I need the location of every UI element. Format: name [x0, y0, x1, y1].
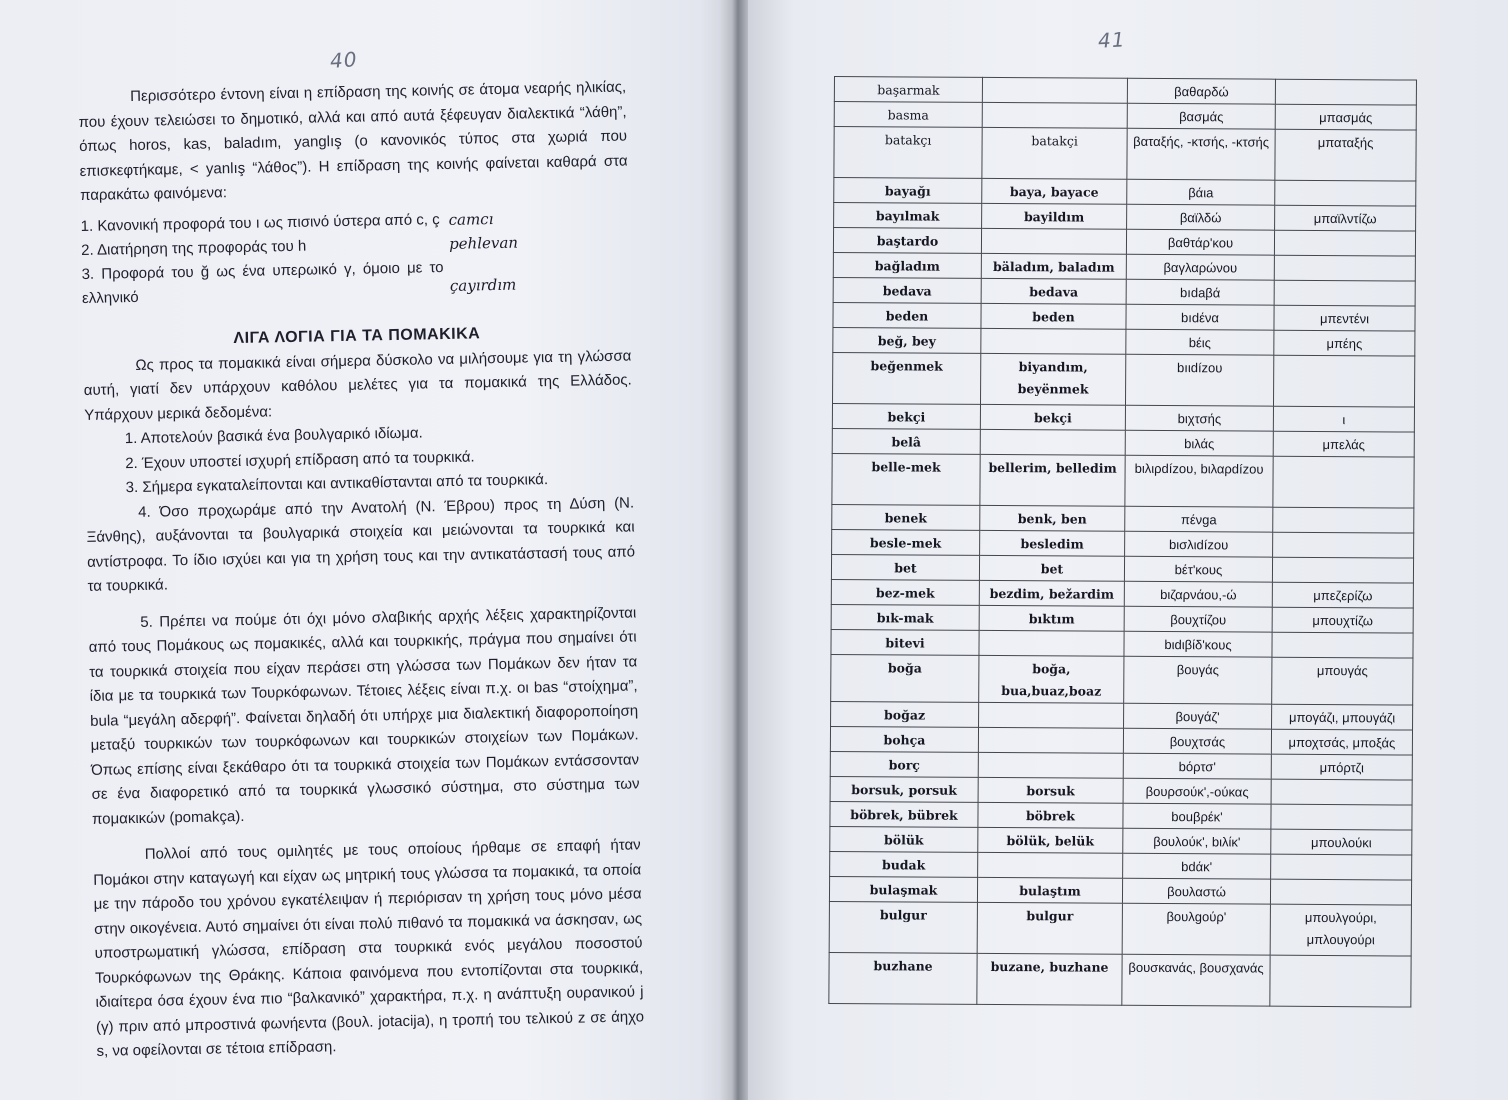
table-row — [830, 726, 1412, 755]
local-form-cell — [980, 429, 1125, 455]
turkish-standard-cell: besle-mek — [832, 529, 980, 555]
greek-transcription-cell: bıdένα — [1126, 304, 1274, 330]
greek-transcription-cell: bέτ'κους — [1124, 556, 1272, 582]
turkish-standard-cell: buzhane — [829, 952, 977, 1004]
greek-loan-cell: μπουλγούρι, μπλουγούρι — [1270, 904, 1411, 956]
greek-loan-cell — [1275, 79, 1416, 105]
greek-transcription-cell: βαταξής, -κτσής, -κτσής — [1127, 128, 1275, 180]
greek-loan-cell: μπελάς — [1273, 431, 1414, 457]
table-row — [834, 178, 1416, 207]
table-row — [833, 277, 1415, 306]
greek-loan-cell: μπαϊλντίζω — [1275, 205, 1416, 231]
table-row — [832, 504, 1414, 533]
turkish-standard-cell: basma — [834, 102, 982, 128]
local-form-cell — [981, 328, 1126, 354]
table-row — [833, 252, 1415, 281]
phenomenon-text: 2. Διατήρηση της προφοράς του h — [80, 237, 307, 259]
greek-loan-cell: μπαταξής — [1275, 129, 1416, 181]
section-heading: ΛΙΓΑ ΛΟΓΙΑ ΓΙΑ ΤΑ ΠΟΜΑΚΙΚΑ — [233, 324, 481, 347]
greek-transcription-cell: bισλιdízου — [1125, 531, 1273, 557]
greek-loan-cell: ι — [1273, 406, 1414, 432]
local-form-cell: bekçi — [980, 404, 1125, 430]
table-row — [834, 127, 1416, 182]
points-list — [85, 417, 634, 501]
turkish-standard-cell: başarmak — [834, 77, 982, 103]
table-row — [829, 876, 1411, 905]
turkish-standard-cell: bet — [831, 554, 979, 580]
turkish-standard-cell: boğaz — [831, 701, 979, 727]
point-item: 3. Σήμερα εγκαταλείπονται και αντικαθίστανται από τα τουρκικά. — [125, 471, 549, 497]
local-form-cell — [978, 727, 1123, 753]
table-row — [832, 529, 1414, 558]
local-form-cell: bayildım — [982, 203, 1127, 229]
greek-loan-cell: μπουχτίζω — [1272, 607, 1413, 633]
table-row — [831, 701, 1413, 730]
phenomenon-item — [81, 252, 630, 311]
table-row — [829, 952, 1411, 1007]
greek-loan-cell — [1272, 557, 1413, 583]
greek-loan-cell — [1272, 632, 1413, 658]
phenomena-list — [80, 204, 630, 311]
local-form-cell: baya, bayace — [982, 178, 1127, 204]
greek-transcription-cell: βαγλαρώνου — [1126, 254, 1274, 280]
local-form-cell: beden — [981, 303, 1126, 329]
turkish-standard-cell: bulgur — [829, 901, 977, 953]
greek-transcription-cell: βουσκανάς, βουσχανάς — [1122, 954, 1270, 1006]
turkish-standard-cell: bayılmak — [834, 203, 982, 229]
greek-loan-cell — [1271, 854, 1412, 880]
local-form-cell — [982, 102, 1127, 128]
greek-loan-cell — [1271, 804, 1412, 830]
table-row — [832, 428, 1414, 457]
table-row — [832, 453, 1414, 508]
turkish-standard-cell: borç — [830, 751, 978, 777]
local-form-cell: bölük, belük — [978, 827, 1123, 853]
turkish-standard-cell: baştardo — [833, 228, 981, 254]
phenomenon-example: çayırdım — [449, 275, 517, 295]
intro-paragraph: Περισσότερο έντονη είναι η επίδραση της κοινής σε άτομα νεαρής ηλικίας, που έχουν τελειώσει το δημοτικό, αλλά και από αυτά ξέφευγαν διαλεκτικά “λάθη”, όπως horos, kas, baladım, yanglış (ο κανονικός τύπος στα χωριά που επισκεφτήκαμε, < yanlış “λάθος”). Η επίδραση της κοινής φαίνεται καθαρά στα παρακάτω φαινόμενα: — [78, 78, 628, 204]
greek-loan-cell — [1274, 280, 1415, 306]
greek-transcription-cell: βουλούκ', bιλίκ' — [1123, 828, 1271, 854]
turkish-standard-cell: bölük — [830, 826, 978, 852]
table-row — [834, 203, 1416, 232]
greek-loan-cell — [1273, 456, 1414, 508]
phenomenon-text: 1. Κανονική προφορά του ı ως πισινό ύστερα από c, ç — [80, 210, 440, 235]
local-form-cell: bäladım, baladım — [981, 253, 1126, 279]
point-4-paragraph: 4. Όσο προχωράμε από την Ανατολή (Ν. Έβρου) προς τη Δύση (Ν. Ξάνθης), αυξάνονται τα βουλγαρικά στοιχεία και μειώνονται τα τουρκικά και αντίστροφα. Το ίδιο ισχύει και για τη χρήση τους και την αντικατάστασή τους από τα τουρκικά. — [86, 493, 636, 595]
turkish-standard-cell: bekçi — [832, 403, 980, 429]
local-form-cell: biyandım, beyënmek — [980, 353, 1125, 405]
local-form-cell — [982, 77, 1127, 103]
greek-loan-cell — [1274, 255, 1415, 281]
greek-loan-cell — [1273, 507, 1414, 533]
greek-transcription-cell: bέις — [1126, 329, 1274, 355]
right-page-number: 41 — [1097, 27, 1127, 53]
table-row — [831, 579, 1413, 608]
greek-loan-cell: μπουγάς — [1272, 657, 1413, 705]
greek-loan-cell — [1271, 779, 1412, 805]
point-item: 2. Έχουν υποστεί ισχυρή επίδραση από τα τουρκικά. — [125, 447, 475, 472]
local-form-cell: bulgur — [977, 902, 1122, 954]
table-row — [829, 901, 1411, 956]
turkish-standard-cell: beğenmek — [832, 352, 980, 404]
local-form-cell: bet — [979, 555, 1124, 581]
greek-loan-cell — [1270, 955, 1411, 1007]
table-row — [831, 604, 1413, 633]
turkish-standard-cell: beğ, bey — [833, 327, 981, 353]
local-form-cell — [979, 702, 1124, 728]
pomak-intro-paragraph: Ως προς τα πομακικά είναι σήμερα δύσκολο να μιλήσουμε για τη γλώσσα αυτή, γιατί δεν υπάρχουν καθόλου μελέτες για τα πομακικά της Ελλάδος. Υπάρχουν μερικά δεδομένα: — [83, 346, 632, 424]
greek-transcription-cell: βασμάς — [1127, 103, 1275, 129]
greek-transcription-cell: bιλιρdízου, bιλαρdízου — [1125, 455, 1273, 507]
greek-loan-cell — [1273, 532, 1414, 558]
final-paragraph: Πολλοί από τους ομιλητές με τους οποίους ήρθαμε σε επαφή ήταν Πομάκοι στην καταγωγή και είχαν ως μητρική τους γλώσσα τα πομακικά, τα οποία με την πάροδο του χρόνου εγκατέλειψαν ή περιόρισαν τη χρήση τους μόνο μέσα στην οικογένεια. Αυτό σημαίνει ότι είναι πολύ πιθανό τα πομακικά να άσκησαν, ως υποστρωματική γλώσσα, επίδραση στα τουρκικά ενός μεγάλου ποσοστού Τουρκόφωνων της Θράκης. Κάποια φαινόμενα που εντοπίζονται στα τουρκικά, ιδιαίτερα όσα έχουν ένα πιο “βαλκανικό” χαρακτήρα, π.χ. η ανάπτυξη ουρανικού j (γ) πριν από μπροστινά φωνήεντα (βουλ. jotacija), η τροπή του τελικού z σε άηχο s, να οφείλονται σε τέτοια επίδραση. — [93, 836, 645, 1060]
greek-transcription-cell: πένga — [1125, 506, 1273, 532]
greek-transcription-cell: bıιdízου — [1125, 354, 1273, 406]
local-form-cell: böbrek — [978, 802, 1123, 828]
vocabulary-table — [828, 76, 1417, 1008]
greek-transcription-cell: bιζαρνάου,-ώ — [1124, 581, 1272, 607]
greek-transcription-cell: bιλάς — [1125, 430, 1273, 456]
greek-transcription-cell: bιdιβίδ'κους — [1124, 631, 1272, 657]
greek-transcription-cell: βαθτάρ'κου — [1126, 229, 1274, 255]
turkish-standard-cell: bez-mek — [831, 579, 979, 605]
local-form-cell: benk, ben — [980, 505, 1125, 531]
turkish-standard-cell: budak — [830, 851, 978, 877]
greek-transcription-cell: bıdaβά — [1126, 279, 1274, 305]
greek-loan-cell: μποχτσάς, μποξάς — [1271, 729, 1412, 755]
local-form-cell: besledim — [980, 530, 1125, 556]
greek-transcription-cell: βουλαστώ — [1122, 878, 1270, 904]
greek-transcription-cell: bouβρέκ' — [1123, 803, 1271, 829]
table-row — [833, 327, 1415, 356]
local-form-cell — [978, 852, 1123, 878]
table-row — [830, 776, 1412, 805]
greek-loan-cell: μπεζερίζω — [1272, 582, 1413, 608]
point-5-paragraph: 5. Πρέπει να πούμε ότι όχι μόνο σλαβικής αρχής λέξεις χαρακτηρίζονται από τους Πομάκους ως πομακικές, αλλά και τουρκικής, πράγμα που σημαίνει ότι τα τουρκικά στοιχεία που είχαν περάσει στη γλώσσα των Πομάκων δεν ήταν τα ίδια με τα τουρκικά των Τουρκόφωνων. Τέτοιες λέξεις είναι π.χ. οι bas “στοίχημα”, bula “μεγάλη αδερφή”. Φαίνεται δηλαδή ότι υπήρχε μια διαλεκτική διαφοροποίηση μεταξύ τουρκικών των τουρκόφωνων και τουρκικών στοιχείων των Πομάκων. Όπως επίσης είναι ξεκάθαρο ότι τα τουρκικά στοιχεία των Πομάκων εντάσσονταν σε ένα διαφορετικό από τα τουρκικά γλωσσικό σύστημα, στο σύστημα των πομακικών (pomakça). — [88, 603, 640, 828]
local-form-cell: batakçi — [982, 127, 1127, 179]
left-page — [0, 0, 744, 1100]
local-form-cell: bedava — [981, 278, 1126, 304]
local-form-cell — [981, 228, 1126, 254]
greek-transcription-cell: βάιa — [1127, 179, 1275, 205]
turkish-standard-cell: belâ — [832, 428, 980, 454]
left-page-number: 40 — [329, 47, 359, 73]
turkish-standard-cell: bohça — [830, 726, 978, 752]
turkish-standard-cell: böbrek, bübrek — [830, 801, 978, 827]
greek-loan-cell: μπουλούκι — [1271, 829, 1412, 855]
phenomenon-example: camcı — [448, 209, 494, 229]
greek-transcription-cell: βουγάς — [1124, 656, 1272, 704]
greek-transcription-cell: βουρσούκ',-ούκας — [1123, 778, 1271, 804]
greek-transcription-cell: βαϊλδώ — [1127, 204, 1275, 230]
greek-transcription-cell: βουλgούρ' — [1122, 903, 1270, 955]
turkish-standard-cell: bık-mak — [831, 604, 979, 630]
local-form-cell: bıktım — [979, 605, 1124, 631]
greek-loan-cell — [1275, 180, 1416, 206]
greek-transcription-cell: βουχτσάς — [1123, 728, 1271, 754]
turkish-standard-cell: boğa — [831, 654, 979, 702]
turkish-standard-cell: bedava — [833, 277, 981, 303]
point-item: 1. Αποτελούν βασικά ένα βουλγαρικό ιδίωμα. — [124, 424, 423, 448]
local-form-cell: bellerim, belledim — [980, 454, 1125, 506]
local-form-cell: buzane, buzhane — [977, 953, 1122, 1005]
phenomenon-text: 3. Προφορά του ğ ως ένα υπερωικό γ, όμοιο με το ελληνικό — [81, 258, 444, 307]
table-row — [833, 228, 1415, 257]
greek-transcription-cell: bdάκ' — [1123, 853, 1271, 879]
local-form-cell: borsuk — [978, 777, 1123, 803]
turkish-standard-cell: batakçı — [834, 127, 982, 179]
local-form-cell: bulaştım — [977, 877, 1122, 903]
table-row — [831, 629, 1413, 658]
turkish-standard-cell: bitevi — [831, 629, 979, 655]
greek-transcription-cell: βουχτίζου — [1124, 606, 1272, 632]
turkish-standard-cell: beden — [833, 302, 981, 328]
left-page-text — [78, 75, 645, 1064]
turkish-standard-cell: bulaşmak — [829, 876, 977, 902]
greek-transcription-cell: βαθαρδώ — [1127, 78, 1275, 104]
turkish-standard-cell: bağladım — [833, 252, 981, 278]
right-page — [748, 0, 1508, 1100]
phenomenon-example: pehlevan — [448, 233, 519, 253]
turkish-standard-cell: belle-mek — [832, 453, 980, 505]
table-row — [833, 302, 1415, 331]
greek-loan-cell — [1270, 879, 1411, 905]
greek-loan-cell: μπεντένι — [1274, 305, 1415, 331]
table-row — [830, 826, 1412, 855]
turkish-standard-cell: borsuk, porsuk — [830, 776, 978, 802]
greek-loan-cell: μπασμάς — [1275, 104, 1416, 130]
greek-transcription-cell: βουγάζ' — [1124, 703, 1272, 729]
greek-loan-cell — [1274, 230, 1415, 256]
table-row — [832, 352, 1414, 407]
greek-transcription-cell: bόρτσ' — [1123, 753, 1271, 779]
greek-loan-cell: μπέης — [1274, 330, 1415, 356]
table-row — [830, 751, 1412, 780]
greek-transcription-cell: bιχτσής — [1125, 405, 1273, 431]
table-row — [831, 554, 1413, 583]
vocabulary-table-body — [829, 77, 1417, 1008]
greek-loan-cell: μπόρτζι — [1271, 754, 1412, 780]
turkish-standard-cell: benek — [832, 504, 980, 530]
local-form-cell: bezdim, bežardim — [979, 580, 1124, 606]
table-row — [830, 801, 1412, 830]
table-row — [830, 851, 1412, 880]
table-row — [834, 102, 1416, 131]
greek-loan-cell — [1273, 355, 1414, 407]
local-form-cell: boğa, bua,buaz,boaz — [979, 655, 1124, 703]
vocabulary-table-wrapper — [828, 76, 1416, 1008]
table-row — [834, 77, 1416, 106]
greek-loan-cell: μπογάζι, μπουγάζι — [1272, 704, 1413, 730]
table-row — [832, 403, 1414, 432]
table-row — [831, 654, 1413, 705]
local-form-cell — [978, 752, 1123, 778]
book-gutter — [720, 0, 750, 1100]
turkish-standard-cell: bayağı — [834, 178, 982, 204]
local-form-cell — [979, 630, 1124, 656]
